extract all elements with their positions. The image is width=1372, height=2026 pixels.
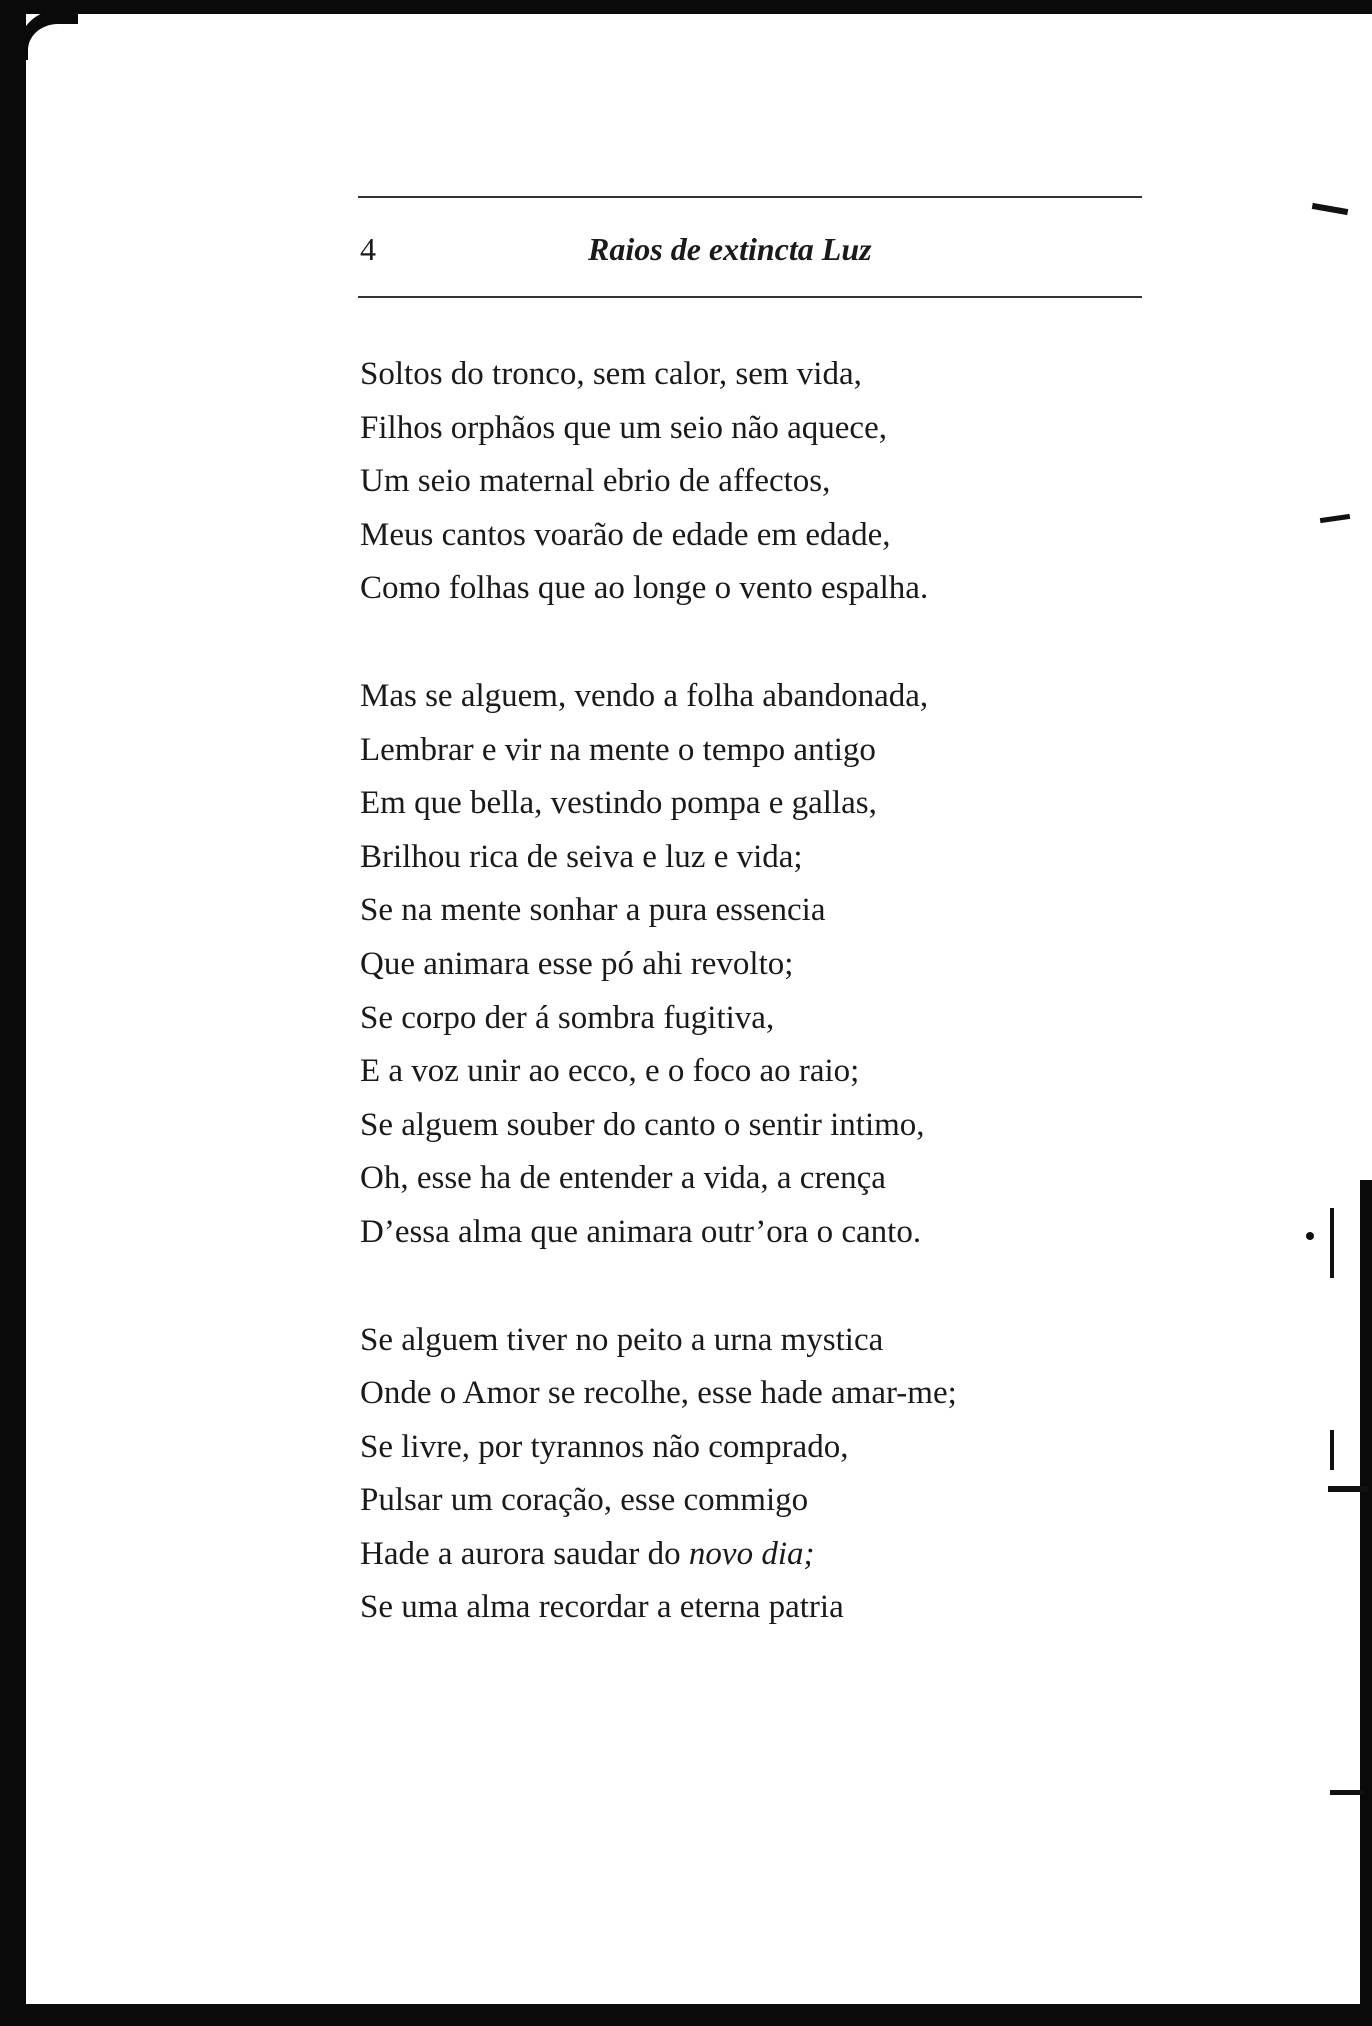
stanza-2 [360,670,1160,1260]
scan-border-right [1360,1180,1372,2010]
poem-line-prefix: Hade a aurora saudar do [360,1535,689,1572]
scan-mark [1330,1208,1334,1278]
poem-line: Pulsar um coração, esse commigo [360,1482,809,1519]
stanza-1 [360,348,1160,616]
scan-mark [1328,1486,1368,1492]
poem-line: Um seio maternal ebrio de affectos, [360,463,831,500]
scan-border-corner [18,10,78,60]
page-number: 4 [360,231,376,267]
poem-line: Se alguem souber do canto o sentir intimo, [360,1106,925,1143]
scan-border-top [0,0,1372,14]
poem-body [360,348,1160,1689]
header-rule-bottom [358,296,1142,298]
poem-line: Se corpo der á sombra fugitiva, [360,999,775,1036]
poem-line-with-italic [360,1528,1160,1582]
scan-mark [1320,514,1350,523]
scan-mark [1306,1232,1314,1240]
poem-line: Meus cantos voarão de edade em edade, [360,516,891,553]
poem-line: Se alguem tiver no peito a urna mystica [360,1321,884,1358]
poem-line: Se na mente sonhar a pura essencia [360,892,826,929]
scan-border-left [0,0,26,2026]
poem-line: Em que bella, vestindo pompa e gallas, [360,785,877,822]
poem-line: Soltos do tronco, sem calor, sem vida, [360,356,862,392]
scan-border-bottom [0,2004,1372,2026]
poem-line: Como folhas que ao longe o vento espalha. [360,570,929,607]
poem-line: Mas se alguem, vendo a folha abandonada, [360,677,929,714]
poem-line: D’essa alma que animara outr’ora o canto. [360,1213,922,1250]
scan-mark [1330,1430,1334,1470]
poem-line: Se livre, por tyrannos não comprado, [360,1428,849,1465]
poem-line: Filhos orphãos que um seio não aquece, [360,409,887,446]
poem-line: Lembrar e vir na mente o tempo antigo [360,731,876,768]
stanza-3 [360,1314,1160,1636]
poem-line: Se uma alma recordar a eterna patria [360,1589,844,1626]
scan-mark [1330,1790,1364,1795]
scan-mark [1312,203,1348,215]
poem-line: Que animara esse pó ahi revolto; [360,945,794,982]
poem-line-italic: novo dia; [688,1535,815,1572]
poem-line: Oh, esse ha de entender a vida, a crença [360,1160,886,1197]
running-title: Raios de extincta Luz [588,231,872,267]
poem-line: E a voz unir ao ecco, e o foco ao raio; [360,1053,860,1090]
header-rule-top [358,196,1142,198]
poem-line: Brilhou rica de seiva e luz e vida; [360,838,803,875]
poem-line: Onde o Amor se recolhe, esse hade amar-me; [360,1375,957,1412]
